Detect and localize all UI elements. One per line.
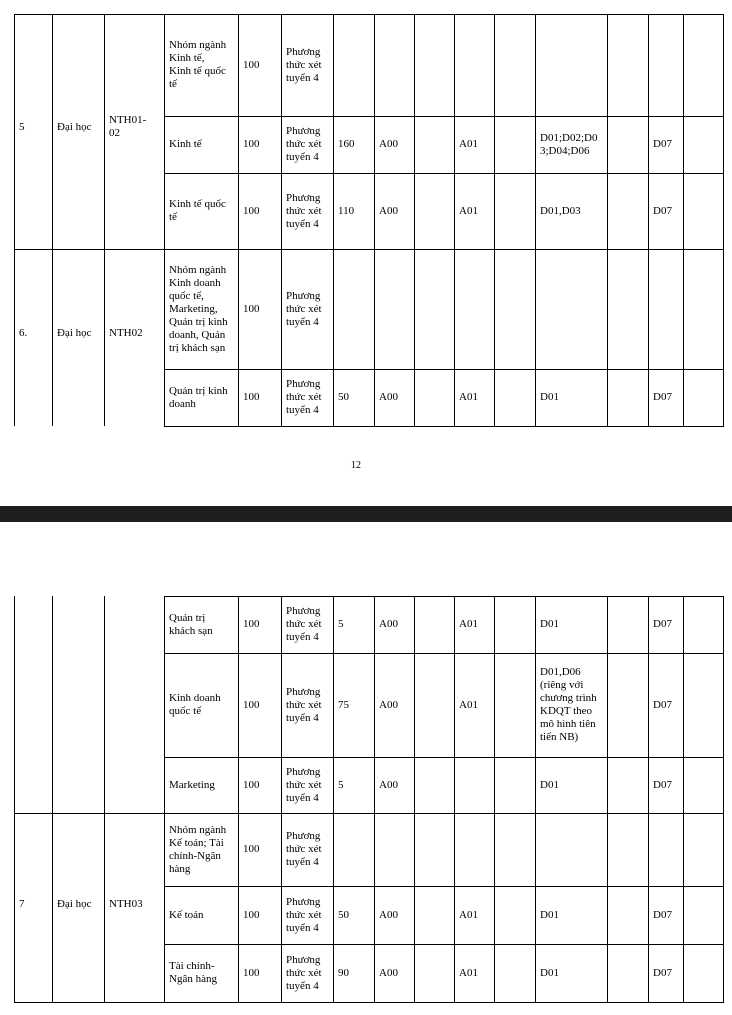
table-col-border [52, 14, 53, 426]
subject-combo-4: D07 [653, 204, 672, 217]
quota-value: 100 [243, 204, 260, 217]
subject-combo-2 [454, 14, 494, 116]
row-level: Đại học [57, 120, 92, 133]
table-col-border [414, 14, 415, 426]
subject-combo-3 [535, 757, 607, 813]
major-name: Marketing [169, 778, 215, 791]
table-col-border [104, 14, 105, 426]
table-col-border [104, 596, 105, 1002]
item-row-border [164, 426, 724, 427]
target-count [333, 14, 374, 116]
subject-combo-4 [648, 249, 683, 369]
row-major-code: NTH03 [109, 897, 143, 910]
major-name: Quản trị khách sạn [169, 611, 213, 637]
subject-combo-2: A01 [459, 391, 478, 403]
target-count: 50 [338, 391, 349, 403]
target-count: 5 [338, 778, 344, 791]
target-count: 50 [338, 908, 349, 921]
subject-combo-2: A01 [459, 138, 478, 150]
quota-value: 100 [243, 698, 260, 711]
table-row-border [14, 249, 164, 250]
admission-method: Phương thức xét tuyển 4 [286, 191, 322, 230]
table-col-border [723, 596, 724, 1002]
quota-value: 100 [243, 302, 260, 315]
row-level [52, 690, 104, 710]
page-separator [0, 506, 732, 522]
subject-combo-1: A00 [379, 698, 398, 711]
admission-method: Phương thức xét tuyển 4 [286, 378, 322, 416]
target-count: 90 [338, 966, 349, 979]
subject-combo-3 [535, 813, 607, 886]
table-row-border [14, 14, 164, 15]
subject-combo-2: A01 [459, 618, 478, 630]
subject-combo-1: A00 [379, 391, 398, 403]
subject-combo-2: A01 [459, 698, 478, 711]
quota-value: 100 [243, 778, 260, 791]
subject-combo-2 [454, 249, 494, 369]
row-level: Đại học [57, 897, 92, 910]
page-number: 12 [351, 460, 361, 471]
subject-combo-4 [648, 14, 683, 116]
target-count [333, 813, 374, 886]
subject-combo-1 [374, 14, 414, 116]
quota-value: 100 [243, 138, 260, 150]
admission-method: Phương thức xét tuyển 4 [286, 953, 322, 992]
row-index [14, 690, 52, 710]
major-name: Kinh tế quốc tế [169, 198, 226, 223]
subject-combo-4 [648, 813, 683, 886]
subject-combo-1: A00 [379, 204, 398, 217]
table-col-border [14, 14, 15, 426]
admission-method: Phương thức xét tuyển 4 [286, 895, 322, 934]
subject-combo-1: A00 [379, 778, 398, 791]
major-name: Kế toán [169, 908, 204, 921]
subject-combo-3 [535, 249, 607, 369]
subject-combo-2: D01 [540, 778, 559, 791]
table-col-border [607, 14, 608, 426]
subject-combo-4: D07 [653, 138, 672, 150]
admission-method: Phương thức xét tuyển 4 [286, 685, 322, 724]
row-major-code [104, 686, 164, 714]
major-name: Kinh doanh quốc tế [169, 692, 221, 717]
row-level: Đại học [57, 326, 92, 339]
row-major-code: NTH01- 02 [109, 114, 147, 139]
subject-combo-3 [535, 14, 607, 116]
subject-combo-2: A01 [459, 966, 478, 979]
subject-combo-3: D01 [540, 618, 559, 630]
quota-value: 100 [243, 58, 260, 71]
quota-value: 100 [243, 908, 260, 921]
table-col-border [683, 14, 684, 426]
major-name: Tài chính- Ngân hàng [169, 960, 217, 985]
quota-value: 100 [243, 618, 260, 630]
table-col-border [683, 596, 684, 1002]
row-index: 7 [19, 897, 25, 910]
subject-combo-2: A01 [459, 908, 478, 921]
subject-combo-4: D07 [653, 391, 672, 403]
table-col-border [14, 596, 15, 1002]
subject-combo-3: D01;D02;D0 3;D04;D06 [540, 131, 598, 157]
subject-combo-1: A00 [379, 908, 398, 921]
table-col-border [494, 14, 495, 426]
subject-combo-1: A00 [379, 966, 398, 979]
subject-combo-4: D07 [653, 966, 672, 979]
target-count: 110 [338, 204, 355, 217]
table-col-border [414, 596, 415, 1002]
subject-combo-4: D07 [653, 778, 672, 791]
admission-method: Phương thức xét tuyển 4 [286, 830, 322, 868]
admission-method: Phương thức xét tuyển 4 [286, 765, 322, 804]
subject-combo-1: A00 [379, 138, 398, 150]
subject-combo-3: D01 [540, 908, 559, 921]
quota-value: 100 [243, 966, 260, 979]
table-col-border [607, 596, 608, 1002]
major-name: Nhóm ngành Kinh tế, Kinh tế quốc tế [169, 39, 227, 90]
subject-combo-2 [454, 813, 494, 886]
subject-combo-1: A00 [379, 618, 398, 630]
subject-combo-1 [374, 249, 414, 369]
row-index: 5 [19, 120, 25, 133]
table-col-border [52, 596, 53, 1002]
admission-method: Phương thức xét tuyển 4 [286, 605, 322, 643]
quota-value: 100 [243, 391, 260, 403]
row-major-code: NTH02 [109, 326, 143, 339]
target-count: 160 [338, 138, 355, 150]
admission-method: Phương thức xét tuyển 4 [286, 45, 322, 84]
subject-combo-3: D01 [540, 966, 559, 979]
item-row-border [164, 1002, 724, 1003]
subject-combo-3: D01,D06 (riêng với chương trình KDQT theo mô hình tiên tiến NB) [540, 666, 597, 743]
table-row-border [14, 813, 164, 814]
table-row-border [14, 1002, 165, 1003]
target-count: 5 [338, 618, 344, 630]
target-count: 75 [338, 698, 349, 711]
subject-combo-1 [374, 813, 414, 886]
subject-combo-3: D01 [540, 391, 559, 403]
subject-combo-3: D01,D03 [540, 204, 581, 217]
table-col-border [723, 14, 724, 426]
table-col-border [494, 596, 495, 1002]
major-name: Nhóm ngành Kinh doanh quốc tế, Marketing, Quản trị kinh doanh, Quản trị khách sạn [169, 263, 228, 354]
row-index: 6. [19, 326, 28, 339]
admission-method: Phương thức xét tuyển 4 [286, 289, 322, 328]
subject-combo-4: D07 [653, 698, 672, 711]
major-name: Kinh tế [169, 138, 202, 150]
quota-value: 100 [243, 843, 260, 855]
subject-combo-2: A01 [459, 204, 478, 217]
target-count [333, 249, 374, 369]
admission-method: Phương thức xét tuyển 4 [286, 125, 322, 163]
subject-combo-4: D07 [653, 908, 672, 921]
subject-combo-4: D07 [653, 618, 672, 630]
major-name: Nhóm ngành Kế toán; Tài chính-Ngân hàng [169, 823, 227, 875]
major-name: Quản trị kinh doanh [169, 384, 228, 410]
